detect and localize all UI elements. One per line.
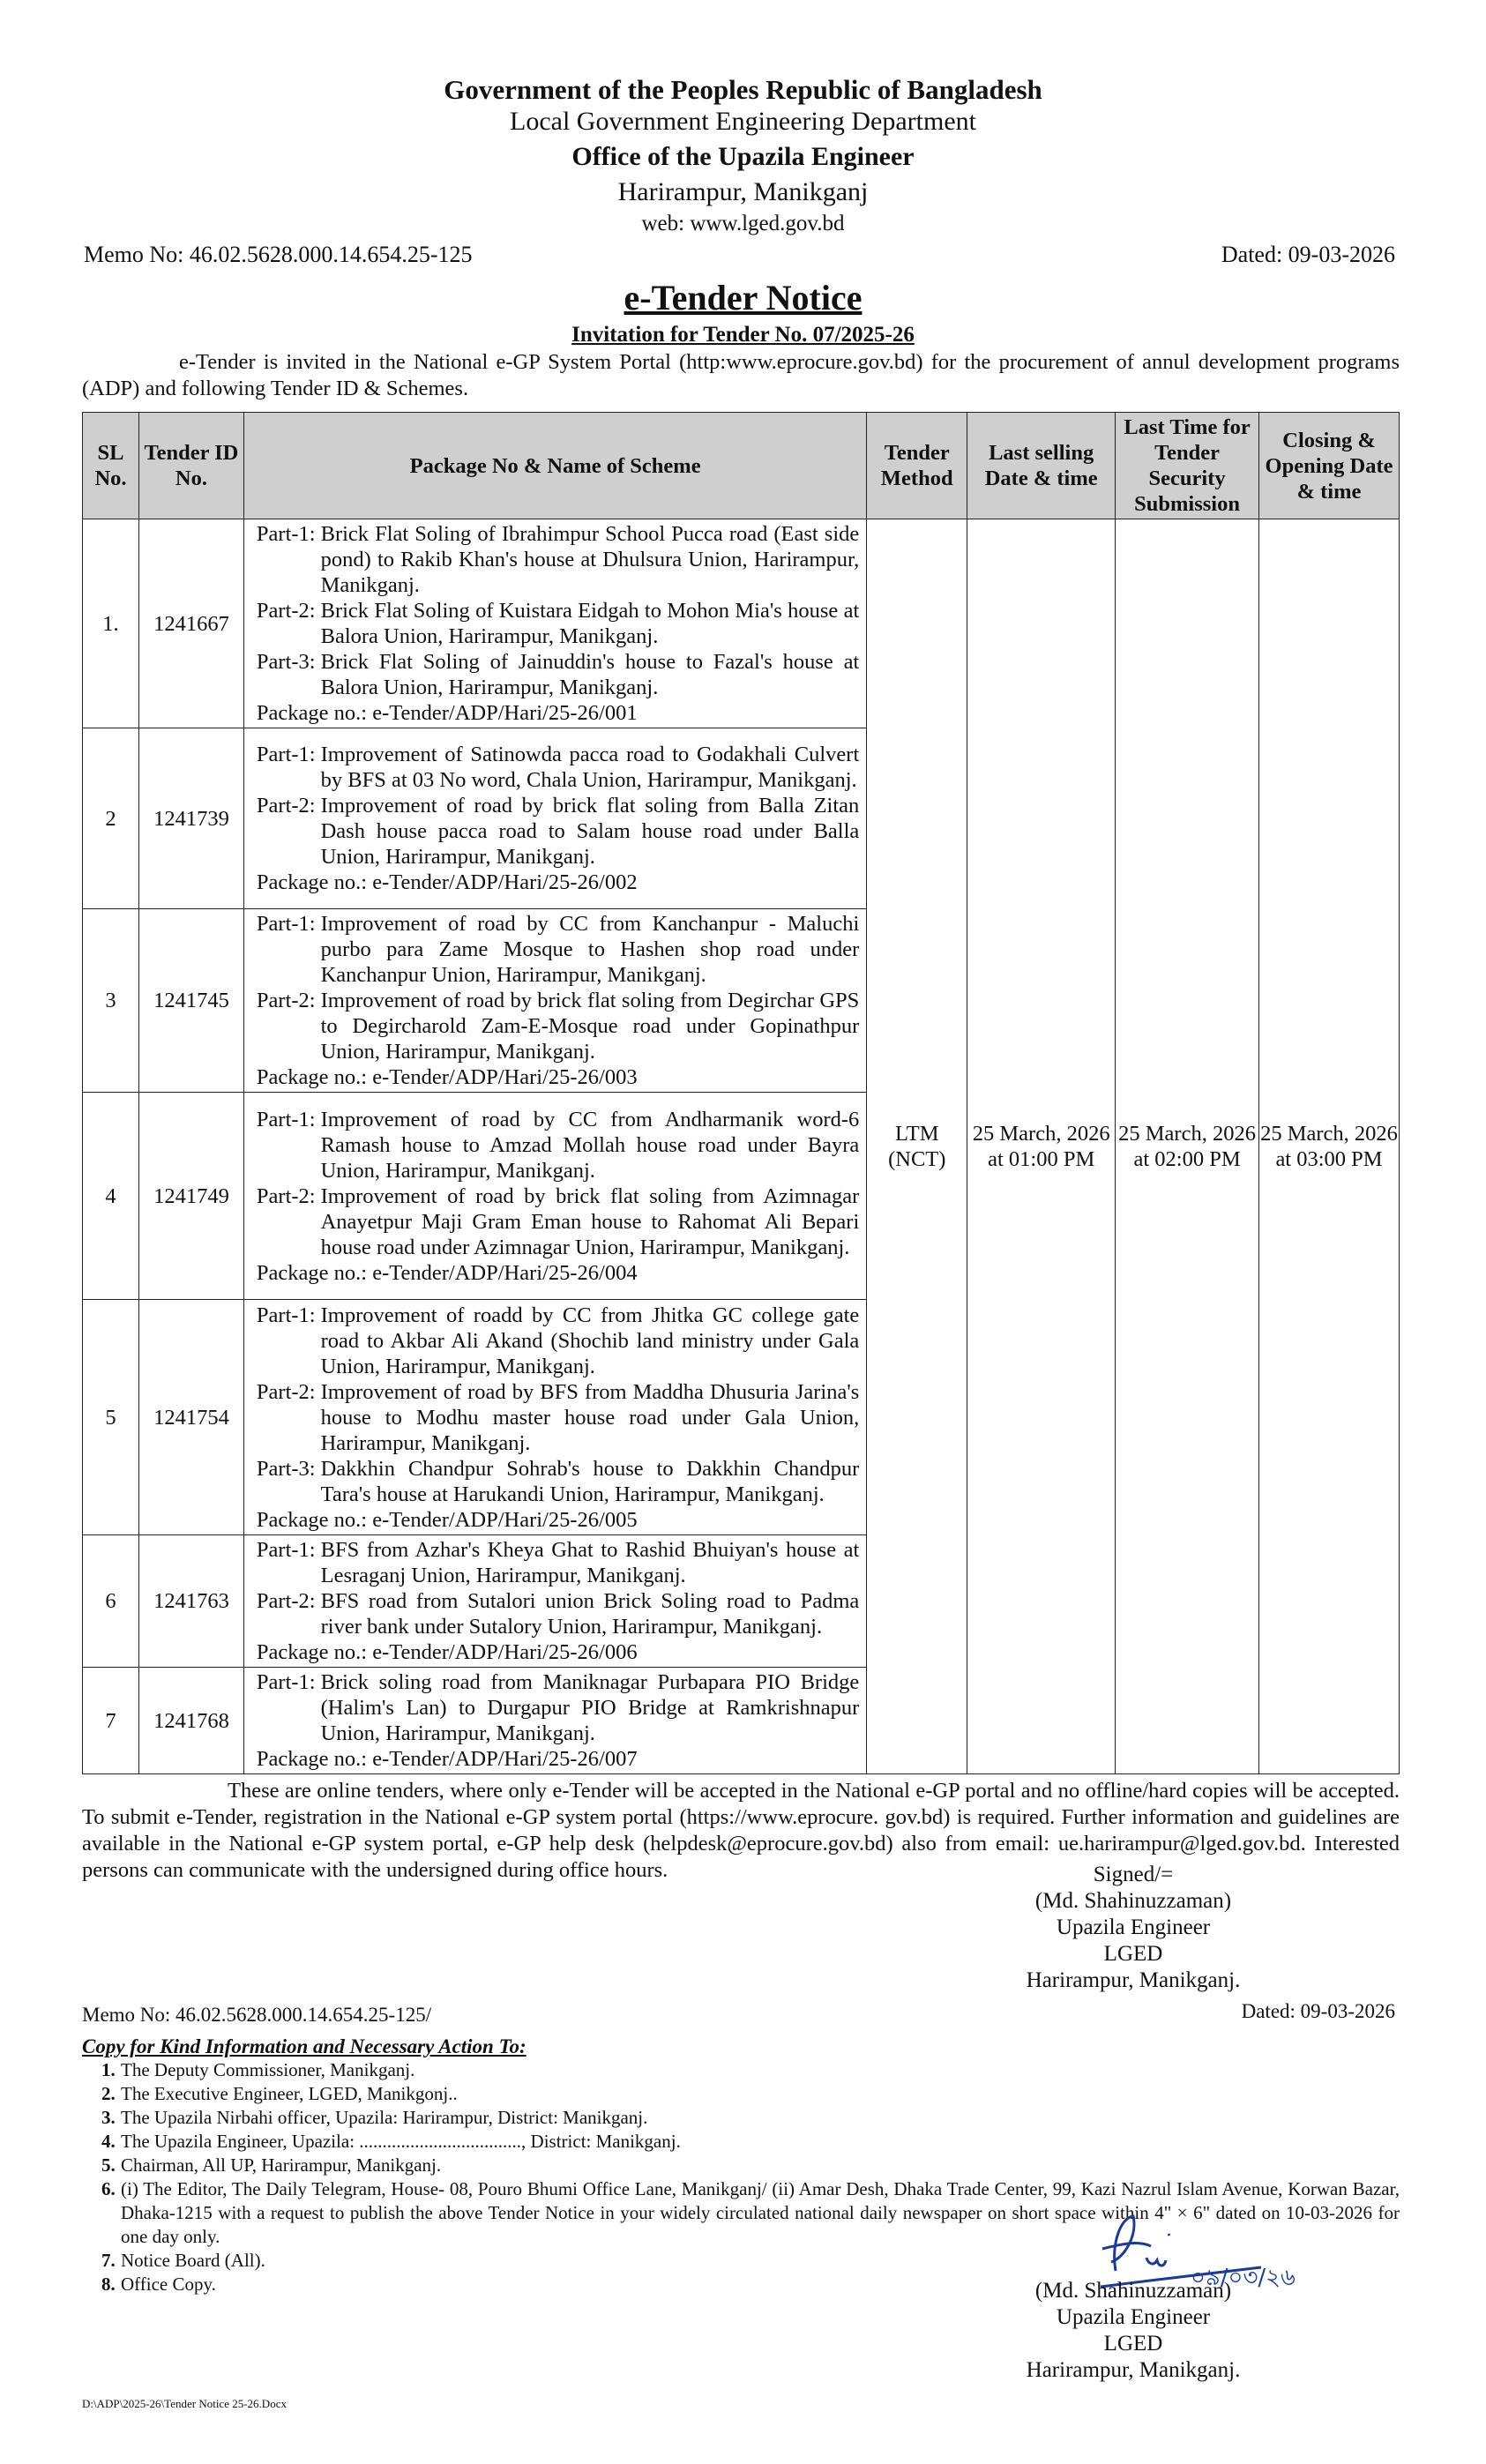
scheme-cell	[243, 519, 866, 728]
tender-id-cell: 1241745	[138, 909, 243, 1093]
scheme-part	[257, 1183, 859, 1260]
scheme-part	[257, 1669, 859, 1746]
signer-place: Harirampur, Manikganj.	[1026, 2358, 1241, 2382]
part-text: Brick soling road from Maniknagar Purbapara PIO Bridge (Halim's Lan) to Durgapur PIO Bridge at Ramkrishnapur Union, Harirampur, Manikganj.	[320, 1670, 860, 1745]
helpdesk-link[interactable]: (helpdesk@eprocure.gov.bd)	[643, 1832, 893, 1855]
part-text: Improvement of road by brick flat soling from Balla Zitan Dash house pacca road to Salam house road under Balla Union, Harirampur, Manikganj.	[320, 794, 860, 869]
part-label: Part-1:	[256, 1538, 316, 1562]
header-last-selling: Last selling Date & time	[967, 413, 1116, 519]
footer-text: . Interested persons can communicate with the undersigned during office hours.	[82, 1832, 1400, 1882]
scheme-part	[257, 1537, 859, 1588]
package-no: Package no.: e-Tender/ADP/Hari/25-26/003	[256, 1065, 638, 1089]
sl-cell: 7	[83, 1668, 139, 1774]
sl-cell: 2	[83, 728, 139, 909]
part-label: Part-1:	[256, 1303, 316, 1327]
intro-paragraph: e-Tender is invited in the National e-GP System Portal (http:www.eprocure.gov.bd) for the procurement of annul development programs (ADP) and following Tender ID & Schemes.	[82, 350, 1400, 400]
copy-item-number: 3.	[101, 2107, 116, 2128]
part-text: Improvement of road by CC from Kanchanpur - Maluchi purbo para Zame Mosque to Hashen shop road under Kanchanpur Union, Harirampur, Manikganj.	[320, 912, 860, 987]
scheme-part	[257, 1107, 859, 1183]
signer-org: LGED	[1103, 1942, 1163, 1966]
sl-cell: 3	[83, 909, 139, 1093]
part-label: Part-2:	[256, 794, 316, 818]
signed-label: Signed/=	[1093, 1863, 1174, 1886]
gov-title: Government of the Peoples Republic of Bangladesh	[444, 74, 1042, 105]
package-no: Package no.: e-Tender/ADP/Hari/25-26/006	[256, 1640, 638, 1664]
last-selling-cell: 25 March, 2026 at 01:00 PM	[967, 519, 1116, 1774]
part-label: Part-2:	[256, 1589, 316, 1613]
part-label: Part-2:	[256, 599, 316, 623]
table-row	[83, 519, 1400, 728]
sl-cell: 4	[83, 1093, 139, 1300]
tender-id-cell: 1241749	[138, 1093, 243, 1300]
copy-item-number: 2.	[101, 2083, 116, 2104]
scheme-cell	[243, 1668, 866, 1774]
package-no: Package no.: e-Tender/ADP/Hari/25-26/001	[256, 701, 638, 725]
department: Local Government Engineering Department	[510, 107, 976, 136]
copy-item-number: 8.	[101, 2274, 116, 2295]
part-label: Part-2:	[256, 1183, 316, 1208]
scheme-part	[257, 598, 859, 649]
scheme-cell	[243, 1300, 866, 1535]
copy-item-text: Office Copy.	[121, 2274, 216, 2295]
signer-designation: Upazila Engineer	[1056, 1915, 1211, 1939]
package-no: Package no.: e-Tender/ADP/Hari/25-26/004	[256, 1260, 638, 1285]
tender-table	[82, 412, 1400, 1774]
copy-item-number: 5.	[101, 2154, 116, 2176]
scheme-part	[257, 649, 859, 700]
table-header-row	[83, 413, 1400, 519]
part-text: Improvement of road by brick flat soling from Azimnagar Anayetpur Maji Gram Eman house to Rahomat Ali Bepari house road under Azimnagar Union, Harirampur, Manikganj.	[320, 1183, 860, 1259]
copy-item-text: Notice Board (All).	[121, 2250, 265, 2271]
scheme-part	[257, 911, 859, 988]
scheme-part	[257, 521, 859, 598]
file-path: D:\ADP\2025-26\Tender Notice 25-26.Docx	[82, 2397, 287, 2410]
header-sl: SL No.	[83, 413, 139, 519]
scheme-cell	[243, 728, 866, 909]
footer-text: also from email:	[892, 1832, 1058, 1855]
signer-name: (Md. Shahinuzzaman)	[1034, 2279, 1232, 2303]
tender-id-cell: 1241768	[138, 1668, 243, 1774]
sl-cell: 1.	[83, 519, 139, 728]
memo-date: Dated: 09-03-2026	[1221, 242, 1395, 267]
tender-id-cell: 1241754	[138, 1300, 243, 1535]
scheme-cell	[243, 909, 866, 1093]
copy-item-text: (i) The Editor, The Daily Telegram, House- 08, Pouro Bhumi Office Lane, Manikganj/ (ii) Amar Desh, Dhaka Trade Center, 99, Kazi Nazrul Islam Avenue, Korwan Bazar, Dhaka-1215 with a request to publish the above Tender Notice in your widely circulated national daily newspaper on short space within 4" × 6" dated on 10-03-2026 for one day only.	[121, 2178, 1400, 2247]
part-text: BFS from Azhar's Kheya Ghat to Rashid Bhuiyan's house at Lesraganj Union, Harirampur, Manikganj.	[320, 1538, 860, 1587]
signature-block-1	[957, 1862, 1310, 1994]
scheme-part	[257, 1303, 859, 1379]
memo-no: Memo No: 46.02.5628.000.14.654.25-125	[84, 242, 473, 267]
part-label: Part-1:	[256, 1107, 316, 1131]
website: web: www.lged.gov.bd	[641, 212, 845, 235]
copy-item-text: The Executive Engineer, LGED, Manikgonj..	[121, 2083, 458, 2104]
part-label: Part-3:	[256, 650, 316, 674]
copy-item	[101, 2130, 1400, 2154]
copy-item-number: 4.	[101, 2131, 116, 2152]
header-tender-id: Tender ID No.	[138, 413, 243, 519]
footer-text: is required. Further information and guidelines are available in the National e-GP system portal, e-GP help desk	[82, 1805, 1400, 1855]
method-cell: LTM (NCT)	[867, 519, 967, 1774]
part-text: Improvement of road by brick flat soling from Degirchar GPS to Degircharold Zam-E-Mosque road under Gopinathpur Union, Harirampur, Manikganj.	[320, 989, 860, 1064]
scheme-part	[257, 1456, 859, 1507]
email-link[interactable]: ue.harirampur@lged.gov.bd	[1057, 1832, 1301, 1855]
package-no: Package no.: e-Tender/ADP/Hari/25-26/002	[256, 870, 638, 894]
scheme-cell	[243, 1535, 866, 1668]
part-text: Improvement of road by CC from Andharmanik word-6 Ramash house to Amzad Mollah house road under Bayra Union, Harirampur, Manikganj.	[320, 1107, 860, 1183]
part-label: Part-2:	[256, 989, 316, 1012]
part-text: Brick Flat Soling of Ibrahimpur School Pucca road (East side pond) to Rakib Khan's house at Dhulsura Union, Harirampur, Manikganj.	[320, 522, 860, 597]
notice-subtitle: Invitation for Tender No. 07/2025-26	[571, 323, 915, 347]
memo-no-2: Memo No: 46.02.5628.000.14.654.25-125/	[82, 2004, 432, 2026]
handwritten-date: ০৯/০৩/২৬	[1191, 2265, 1296, 2289]
signer-org: LGED	[1103, 2332, 1163, 2356]
part-text: Improvement of Satinowda pacca road to Godakhali Culvert by BFS at 03 No word, Chala Union, Harirampur, Manikganj.	[320, 743, 860, 792]
copy-heading: Copy for Kind Information and Necessary Action To:	[82, 2035, 526, 2057]
part-text: Brick Flat Soling of Jainuddin's house to Fazal's house at Balora Union, Harirampur, Manikganj.	[320, 650, 860, 699]
scheme-cell	[243, 1093, 866, 1300]
copy-item-number: 1.	[101, 2059, 116, 2080]
copy-item-text: The Upazila Nirbahi officer, Upazila: Harirampur, District: Manikganj.	[121, 2107, 648, 2128]
location: Harirampur, Manikganj	[617, 177, 869, 206]
scheme-part	[257, 1588, 859, 1639]
copy-item-number: 6.	[101, 2178, 116, 2199]
eprocure-link[interactable]: (https://www.eprocure. gov.bd)	[679, 1805, 951, 1829]
copy-item-text: Chairman, All UP, Harirampur, Manikganj.	[121, 2154, 442, 2176]
header-scheme: Package No & Name of Scheme	[243, 413, 866, 519]
copy-item-text: The Deputy Commissioner, Manikganj.	[121, 2059, 415, 2080]
part-text: Improvement of road by BFS from Maddha Dhusuria Jarina's house to Modhu master house road under Gala Union, Harirampur, Manikganj.	[320, 1379, 860, 1455]
signer-place: Harirampur, Manikganj.	[1026, 1968, 1241, 1992]
scheme-part	[257, 1379, 859, 1456]
part-label: Part-3:	[256, 1456, 316, 1481]
header-method: Tender Method	[867, 413, 967, 519]
part-text: Brick Flat Soling of Kuistara Eidgah to Mohon Mia's house at Balora Union, Harirampur, Manikganj.	[320, 599, 860, 648]
signer-name: (Md. Shahinuzzaman)	[1034, 1889, 1232, 1913]
part-text: Improvement of roadd by CC from Jhitka GC college gate road to Akbar Ali Akand (Shochib land ministry under Gala Union, Harirampur, Manikganj.	[320, 1303, 860, 1378]
part-label: Part-1:	[256, 522, 316, 546]
signature-block-2	[957, 2278, 1310, 2384]
scheme-part	[257, 988, 859, 1064]
tender-id-cell: 1241763	[138, 1535, 243, 1668]
memo-date-2: Dated: 09-03-2026	[1241, 2000, 1395, 2022]
copy-item-number: 7.	[101, 2250, 116, 2271]
part-label: Part-1:	[256, 912, 316, 936]
handwritten-signature-icon	[1085, 2209, 1296, 2289]
part-label: Part-1:	[256, 743, 316, 766]
footer-text: These are online tenders, where only e-Tender will be accepted in the National e-GP portal and no offline/hard copies will be accepted. To submit e-Tender, registration in the National e-GP system portal	[82, 1779, 1400, 1829]
security-cell: 25 March, 2026 at 02:00 PM	[1116, 519, 1259, 1774]
copy-item	[101, 2154, 1400, 2177]
scheme-part	[257, 742, 859, 793]
part-label: Part-2:	[256, 1379, 316, 1404]
copy-item	[101, 2082, 1400, 2106]
scheme-part	[257, 793, 859, 870]
header-security: Last Time for Tender Security Submission	[1116, 413, 1259, 519]
office: Office of the Upazila Engineer	[571, 142, 915, 171]
notice-title: e-Tender Notice	[624, 278, 862, 317]
part-label: Part-1:	[256, 1670, 316, 1694]
sl-cell: 5	[83, 1300, 139, 1535]
copy-item	[101, 2106, 1400, 2130]
signer-designation: Upazila Engineer	[1056, 2305, 1211, 2329]
tender-id-cell: 1241739	[138, 728, 243, 909]
copy-item-text: The Upazila Engineer, Upazila: ..................................., District: Manikganj.	[121, 2131, 681, 2152]
part-text: Dakkhin Chandpur Sohrab's house to Dakkhin Chandpur Tara's house at Harukandi Union, Harirampur, Manikganj.	[320, 1456, 860, 1506]
package-no: Package no.: e-Tender/ADP/Hari/25-26/007	[256, 1747, 638, 1771]
header-closing: Closing & Opening Date & time	[1259, 413, 1400, 519]
package-no: Package no.: e-Tender/ADP/Hari/25-26/005	[256, 1507, 638, 1532]
closing-cell: 25 March, 2026 at 03:00 PM	[1259, 519, 1400, 1774]
sl-cell: 6	[83, 1535, 139, 1668]
tender-id-cell: 1241667	[138, 519, 243, 728]
part-text: BFS road from Sutalori union Brick Soling road to Padma river bank under Sutalory Union, Harirampur, Manikganj.	[320, 1589, 860, 1639]
copy-item	[101, 2058, 1400, 2082]
